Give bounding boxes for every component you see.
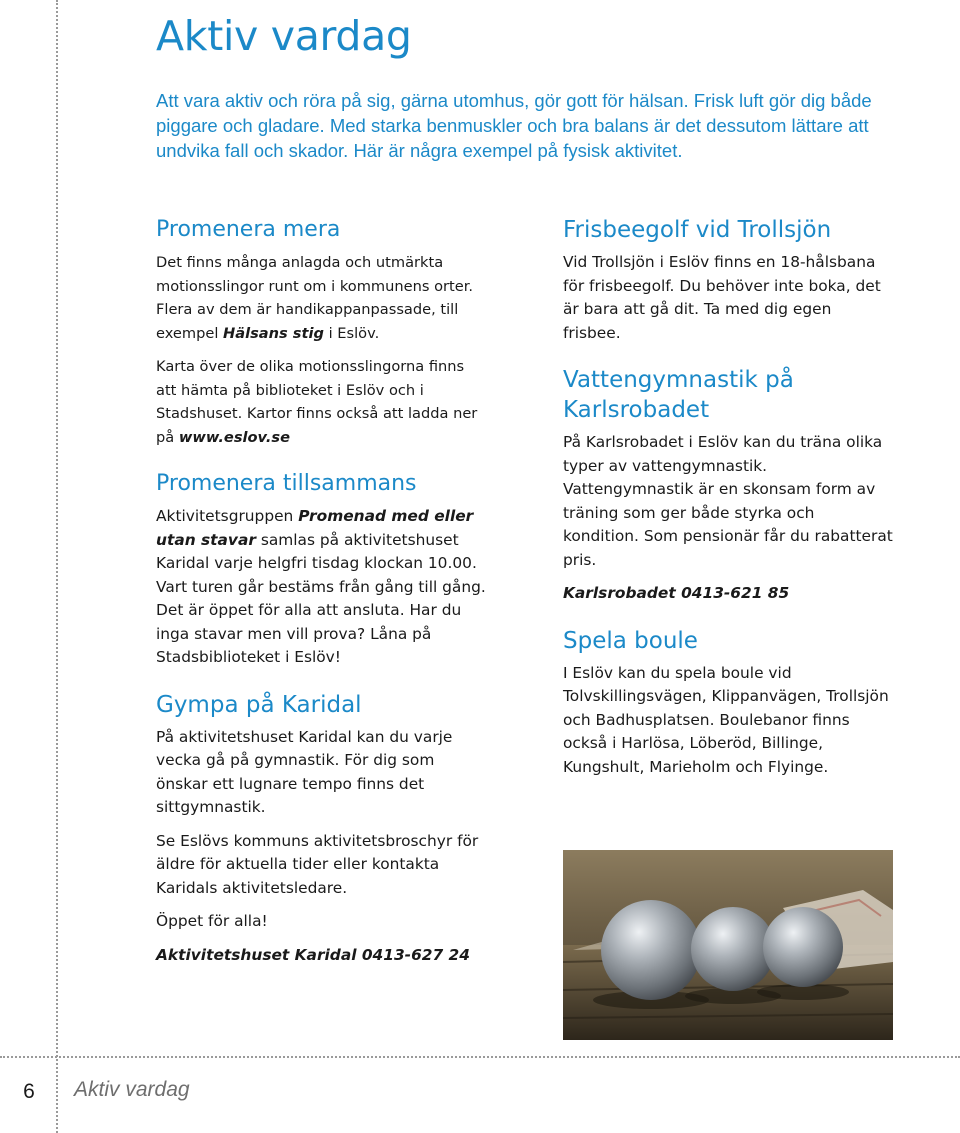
right-column — [563, 215, 893, 799]
page-number: 6 — [23, 1080, 35, 1103]
section-vattengymnastik — [563, 365, 893, 606]
text-i-eslov: i Eslöv. — [328, 324, 380, 342]
left-column — [156, 215, 486, 987]
emphasis-promenad-med-stavar: Promenad med eller utan stavar — [156, 507, 474, 549]
paragraph-gymnastik: På aktivitetshuset Karidal kan du varje vecka gå på gymnastik. För dig som önskar ett lugnare tempo finns det sittgymnastik. — [156, 727, 453, 816]
paragraph-oppet: Öppet för alla! — [156, 912, 268, 930]
intro-paragraph: Att vara aktiv och röra på sig, gärna utomhus, gör gott för hälsan. Frisk luft gör dig både piggare och gladare. Med starka benmuskler och bra balans är det dessutom lättare att undvika fall och skador. Här är några exempel på fysisk aktivitet. — [156, 90, 872, 161]
section-frisbeegolf — [563, 215, 893, 345]
heading-promenera-tillsammans: Promenera tillsammans — [156, 471, 417, 496]
paragraph-promenadgrupp — [156, 505, 486, 670]
text-motionsslingor: Det finns många anlagda och utmärkta motionsslingor runt om i kommunens orter. Flera av dem är handikappanpassade, till exempel — [156, 254, 474, 342]
section-promenera-mera — [156, 215, 486, 449]
boule-photo — [563, 850, 893, 1040]
text-samlas: samlas på aktivitetshuset Karidal varje helgfri tisdag klockan 10.00. Vart turen går bestäms från gång till gång. Det är öppet för alla att ansluta. Har du inga stavar men vill prova? Låna på Stadsbiblioteket i Eslöv! — [156, 530, 486, 666]
heading-gympa: Gympa på Karidal — [156, 691, 362, 718]
contact-karidal: Aktivitetshuset Karidal 0413-627 24 — [156, 945, 470, 964]
paragraph-brochyr: Se Eslövs kommuns aktivitetsbroschyr för äldre för aktuella tider eller kontakta Karidals aktivitetsledare. — [156, 831, 479, 897]
paragraph-vattengymnastik: På Karlsrobadet i Eslöv kan du träna olika typer av vattengymnastik. Vattengymnastik är en skonsam form av träning som ger både styrka och kondition. Som pensionär får du rabatterat pris. — [563, 433, 893, 569]
paragraph-kartor — [156, 355, 486, 449]
paragraph-frisbeegolf: Vid Trollsjön i Eslöv finns en 18-hålsbana för frisbeegolf. Du behöver inte boka, det är bara att gå dit. Ta med dig egen frisbee. — [563, 253, 881, 342]
heading-frisbeegolf: Frisbeegolf vid Trollsjön — [563, 217, 832, 243]
heading-promenera-mera: Promenera mera — [156, 217, 341, 242]
paragraph-motionsslingor — [156, 251, 486, 345]
paragraph-boule: I Eslöv kan du spela boule vid Tolvskillingsvägen, Klippanvägen, Trollsjön och Badhusplatsen. Boulebanor finns också i Harlösa, Löberöd, Billinge, Kungshult, Marieholm och Flyinge. — [563, 663, 889, 776]
link-eslov-se[interactable]: www.eslov.se — [178, 428, 290, 446]
margin-guide-vertical — [56, 0, 58, 1133]
text-aktivitetsgruppen: Aktivitetsgruppen — [156, 507, 294, 525]
section-promenera-tillsammans — [156, 469, 486, 670]
boule-balls-image — [563, 850, 893, 1040]
margin-guide-horizontal — [0, 1056, 960, 1058]
emphasis-halsans-stig: Hälsans stig — [223, 324, 324, 342]
heading-vattengymnastik: Vattengymnastik på Karlsrobadet — [563, 367, 794, 423]
page-title: Aktiv vardag — [156, 12, 412, 60]
text-kartor: Karta över de olika motionsslingorna finns att hämta på biblioteket i Eslöv och i Stadshuset. Kartor finns också att ladda ner på — [156, 358, 478, 446]
heading-boule: Spela boule — [563, 627, 698, 654]
section-gympa — [156, 690, 486, 968]
contact-karlsrobadet: Karlsrobadet 0413-621 85 — [563, 584, 790, 602]
running-title: Aktiv vardag — [74, 1078, 190, 1101]
section-boule — [563, 626, 893, 780]
